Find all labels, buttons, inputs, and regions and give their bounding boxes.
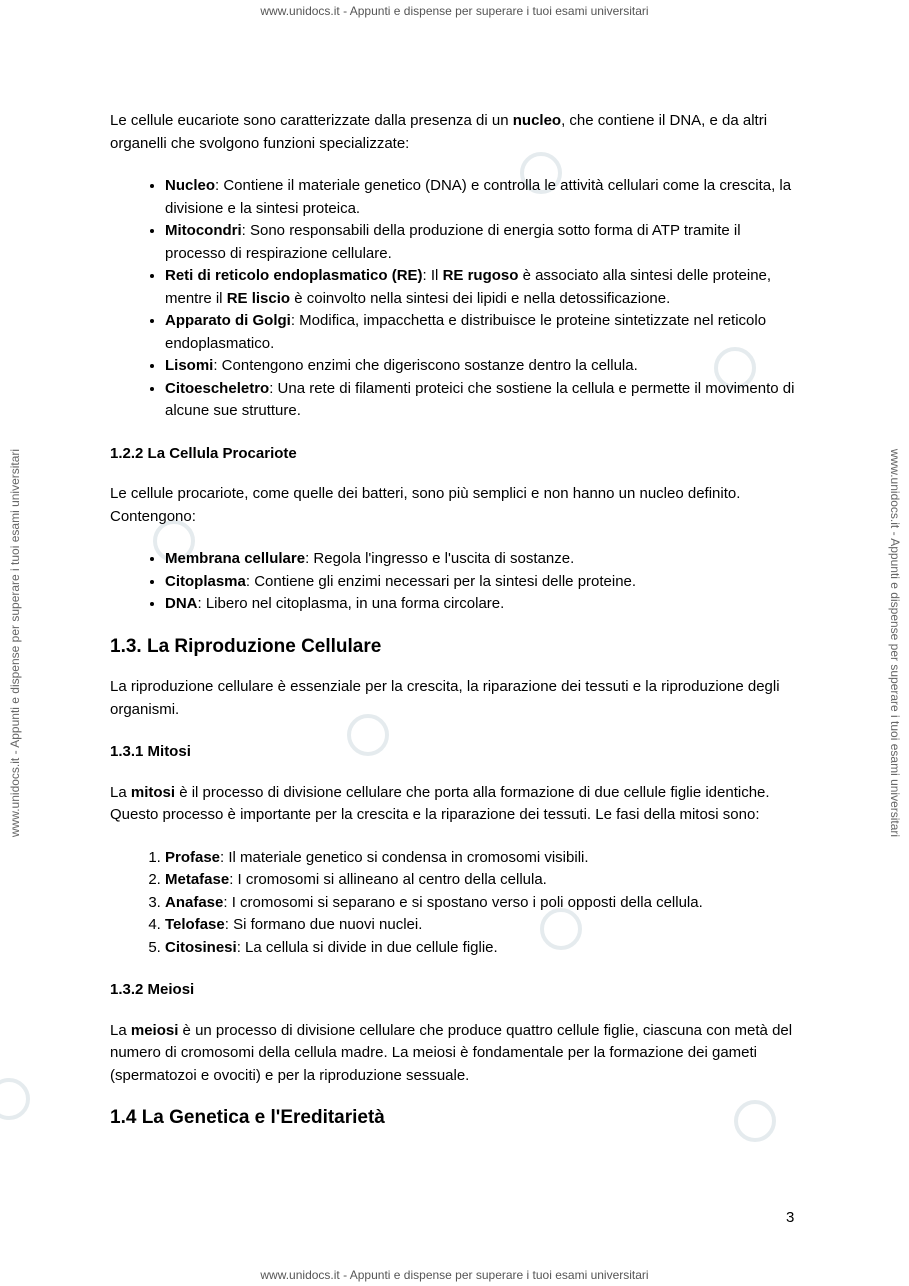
text: è un processo di divisione cellulare che produce quattro cellule figlie, ciascuna con metà del numero di cromosomi della cellula madre. La meiosi è fondamentale per la formazione dei gameti (spermatozoi e ovociti) e per la riproduzione sessuale. bbox=[110, 1021, 793, 1084]
item-term: Apparato di Golgi bbox=[165, 312, 291, 329]
organelli-list bbox=[110, 175, 800, 423]
item-text: : I cromosomi si allineano al centro della cellula. bbox=[229, 871, 547, 888]
list-item bbox=[165, 548, 800, 571]
bold-term: mitosi bbox=[130, 783, 176, 801]
item-text: : Una rete di filamenti proteici che sostiene la cellula e permette il movimento di alcune sue strutture. bbox=[165, 379, 795, 419]
list-item bbox=[165, 571, 800, 594]
list-item bbox=[165, 220, 800, 265]
item-term: RE rugoso bbox=[442, 267, 519, 284]
section-heading: 1.3.2 Meiosi bbox=[110, 981, 195, 998]
item-term: Reti di reticolo endoplasmatico (RE) bbox=[165, 267, 423, 284]
section-heading: 1.3.1 Mitosi bbox=[110, 743, 191, 760]
list-item bbox=[165, 937, 800, 960]
item-term: Membrana cellulare bbox=[165, 550, 306, 567]
item-text: : Si formano due nuovi nuclei. bbox=[224, 916, 423, 933]
text: La bbox=[110, 783, 131, 801]
section-heading: 1.2.2 La Cellula Procariote bbox=[110, 444, 297, 462]
item-text: : Libero nel citoplasma, in una forma circolare. bbox=[197, 595, 505, 612]
text: è il processo di divisione cellulare che porta alla formazione di due cellule figlie identiche. Questo processo è importante per la crescita e la riparazione dei tessuti. Le fasi della mitosi sono: bbox=[110, 783, 770, 823]
item-text: : Regola l'ingresso e l'uscita di sostanze. bbox=[305, 550, 575, 567]
item-term: DNA bbox=[165, 595, 198, 612]
item-text: : La cellula si divide in due cellule figlie. bbox=[236, 938, 498, 956]
intro-text: Le cellule eucariote sono caratterizzate dalla presenza di un bbox=[110, 112, 513, 129]
item-term: Profase bbox=[165, 848, 221, 866]
item-text: : Contiene il materiale genetico (DNA) e controlla le attività cellulari come la crescita, la divisione e la sintesi proteica. bbox=[165, 177, 792, 217]
list-item bbox=[165, 310, 800, 355]
list-item bbox=[165, 355, 800, 378]
item-text: : I cromosomi si separano e si spostano verso i poli opposti della cellula. bbox=[223, 893, 703, 911]
list-item bbox=[165, 593, 800, 616]
page-number: 3 bbox=[786, 1209, 795, 1226]
item-text: : Il bbox=[422, 267, 443, 284]
document-body bbox=[110, 110, 800, 1148]
list-item bbox=[165, 892, 800, 915]
item-text: è associato alla sintesi delle proteine, mentre il bbox=[165, 267, 772, 307]
paragraph: Le cellule procariote, come quelle dei batteri, sono più semplici e non hanno un nucleo definito. Contengono: bbox=[110, 485, 741, 525]
intro-text: , che contiene il DNA, e da altri organelli che svolgono funzioni specializzate: bbox=[110, 112, 768, 152]
item-term: Nucleo bbox=[165, 177, 216, 194]
intro-paragraph bbox=[110, 110, 800, 155]
watermark-bottom: www.unidocs.it - Appunti e dispense per superare i tuoi esami universitari bbox=[260, 1268, 649, 1282]
item-term: Anafase bbox=[165, 893, 224, 911]
bold-term: meiosi bbox=[130, 1021, 179, 1039]
mitosi-phases-list bbox=[110, 847, 800, 960]
list-item bbox=[165, 869, 800, 892]
item-term: Lisomi bbox=[165, 357, 214, 374]
list-item bbox=[165, 265, 800, 310]
item-term: Citosinesi bbox=[165, 938, 237, 956]
watermark-top: www.unidocs.it - Appunti e dispense per superare i tuoi esami universitari bbox=[260, 4, 649, 18]
item-term: Citoplasma bbox=[165, 572, 246, 590]
paragraph bbox=[110, 782, 800, 827]
list-item bbox=[165, 175, 800, 220]
item-text: : Sono responsabili della produzione di energia sotto forma di ATP tramite il processo di respirazione cellulare. bbox=[165, 222, 741, 262]
text: La bbox=[110, 1021, 131, 1039]
watermark-left: www.unidocs.it - Appunti e dispense per superare i tuoi esami universitari bbox=[8, 448, 22, 838]
procariote-list bbox=[110, 548, 800, 616]
list-item bbox=[165, 378, 800, 423]
list-item bbox=[165, 914, 800, 937]
item-term: Citoescheletro bbox=[165, 379, 270, 397]
item-text: : Contiene gli enzimi necessari per la sintesi delle proteine. bbox=[245, 572, 637, 590]
item-term: RE liscio bbox=[226, 289, 291, 307]
item-text: : Modifica, impacchetta e distribuisce le proteine sintetizzate nel reticolo endoplasmatico. bbox=[165, 312, 767, 352]
chapter-heading: 1.4 La Genetica e l'Ereditarietà bbox=[110, 1107, 385, 1128]
item-term: Metafase bbox=[165, 871, 230, 888]
item-term: Telofase bbox=[165, 916, 225, 933]
item-text: : Il materiale genetico si condensa in cromosomi visibili. bbox=[220, 848, 589, 866]
chapter-heading: 1.3. La Riproduzione Cellulare bbox=[110, 635, 382, 657]
item-term: Mitocondri bbox=[165, 222, 242, 239]
watermark-logo-icon bbox=[0, 1078, 30, 1120]
item-text: è coinvolto nella sintesi dei lipidi e nella detossificazione. bbox=[290, 289, 671, 307]
list-item bbox=[165, 847, 800, 870]
item-text: : Contengono enzimi che digeriscono sostanze dentro la cellula. bbox=[213, 357, 638, 374]
watermark-right: www.unidocs.it - Appunti e dispense per superare i tuoi esami universitari bbox=[888, 448, 902, 838]
paragraph bbox=[110, 1020, 800, 1088]
paragraph: La riproduzione cellulare è essenziale per la crescita, la riparazione dei tessuti e la riproduzione degli organismi. bbox=[110, 678, 780, 718]
intro-bold: nucleo bbox=[512, 112, 562, 129]
